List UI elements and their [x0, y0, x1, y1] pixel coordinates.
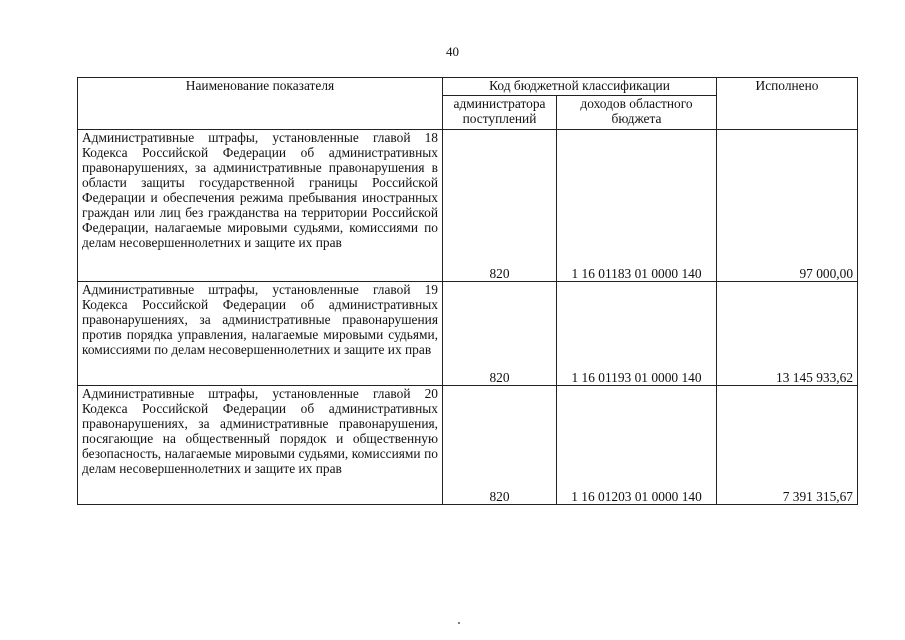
- row-name: Административные штрафы, установленные главой 20 Кодекса Российской Федерации об административных правонарушениях, за административные правонарушения, посягающие на общественный порядок и общественную безопасность, налагаемые мировыми судьями, комиссиями по делам несовершеннолетних и защите их прав: [78, 386, 443, 505]
- row-income-code: 1 16 01193 01 0000 140: [557, 282, 717, 386]
- row-name: Административные штрафы, установленные главой 19 Кодекса Российской Федерации об административных правонарушениях, за административные правонарушения против порядка управления, налагаемые мировыми судьями, комиссиями по делам несовершеннолетних и защите их прав: [78, 282, 443, 386]
- header-code-group: Код бюджетной классификации: [443, 78, 717, 96]
- header-name: Наименование показателя: [78, 78, 443, 130]
- header-income: доходов областного бюджета: [557, 96, 717, 130]
- row-executed: 7 391 315,67: [717, 386, 858, 505]
- scan-speck: [458, 622, 460, 624]
- row-admin-code: 820: [443, 282, 557, 386]
- table-row: [78, 130, 858, 282]
- row-income-code: 1 16 01183 01 0000 140: [557, 130, 717, 282]
- row-admin-code: 820: [443, 130, 557, 282]
- table-row: [78, 282, 858, 386]
- header-executed: Исполнено: [717, 78, 858, 130]
- row-executed: 13 145 933,62: [717, 282, 858, 386]
- row-executed: 97 000,00: [717, 130, 858, 282]
- budget-table: [77, 77, 858, 505]
- row-name: Административные штрафы, установленные главой 18 Кодекса Российской Федерации об административных правонарушениях, за административные правонарушения в области защиты государственной границы Российской Федерации и обеспечения режима пребывания иностранных граждан или лиц без гражданства на территории Российской Федерации, налагаемые мировыми судьями, комиссиями по делам несовершеннолетних и защите их прав: [78, 130, 443, 282]
- page-number: 40: [446, 44, 459, 59]
- header-admin: администратора поступлений: [443, 96, 557, 130]
- row-income-code: 1 16 01203 01 0000 140: [557, 386, 717, 505]
- table-row: [78, 386, 858, 505]
- row-admin-code: 820: [443, 386, 557, 505]
